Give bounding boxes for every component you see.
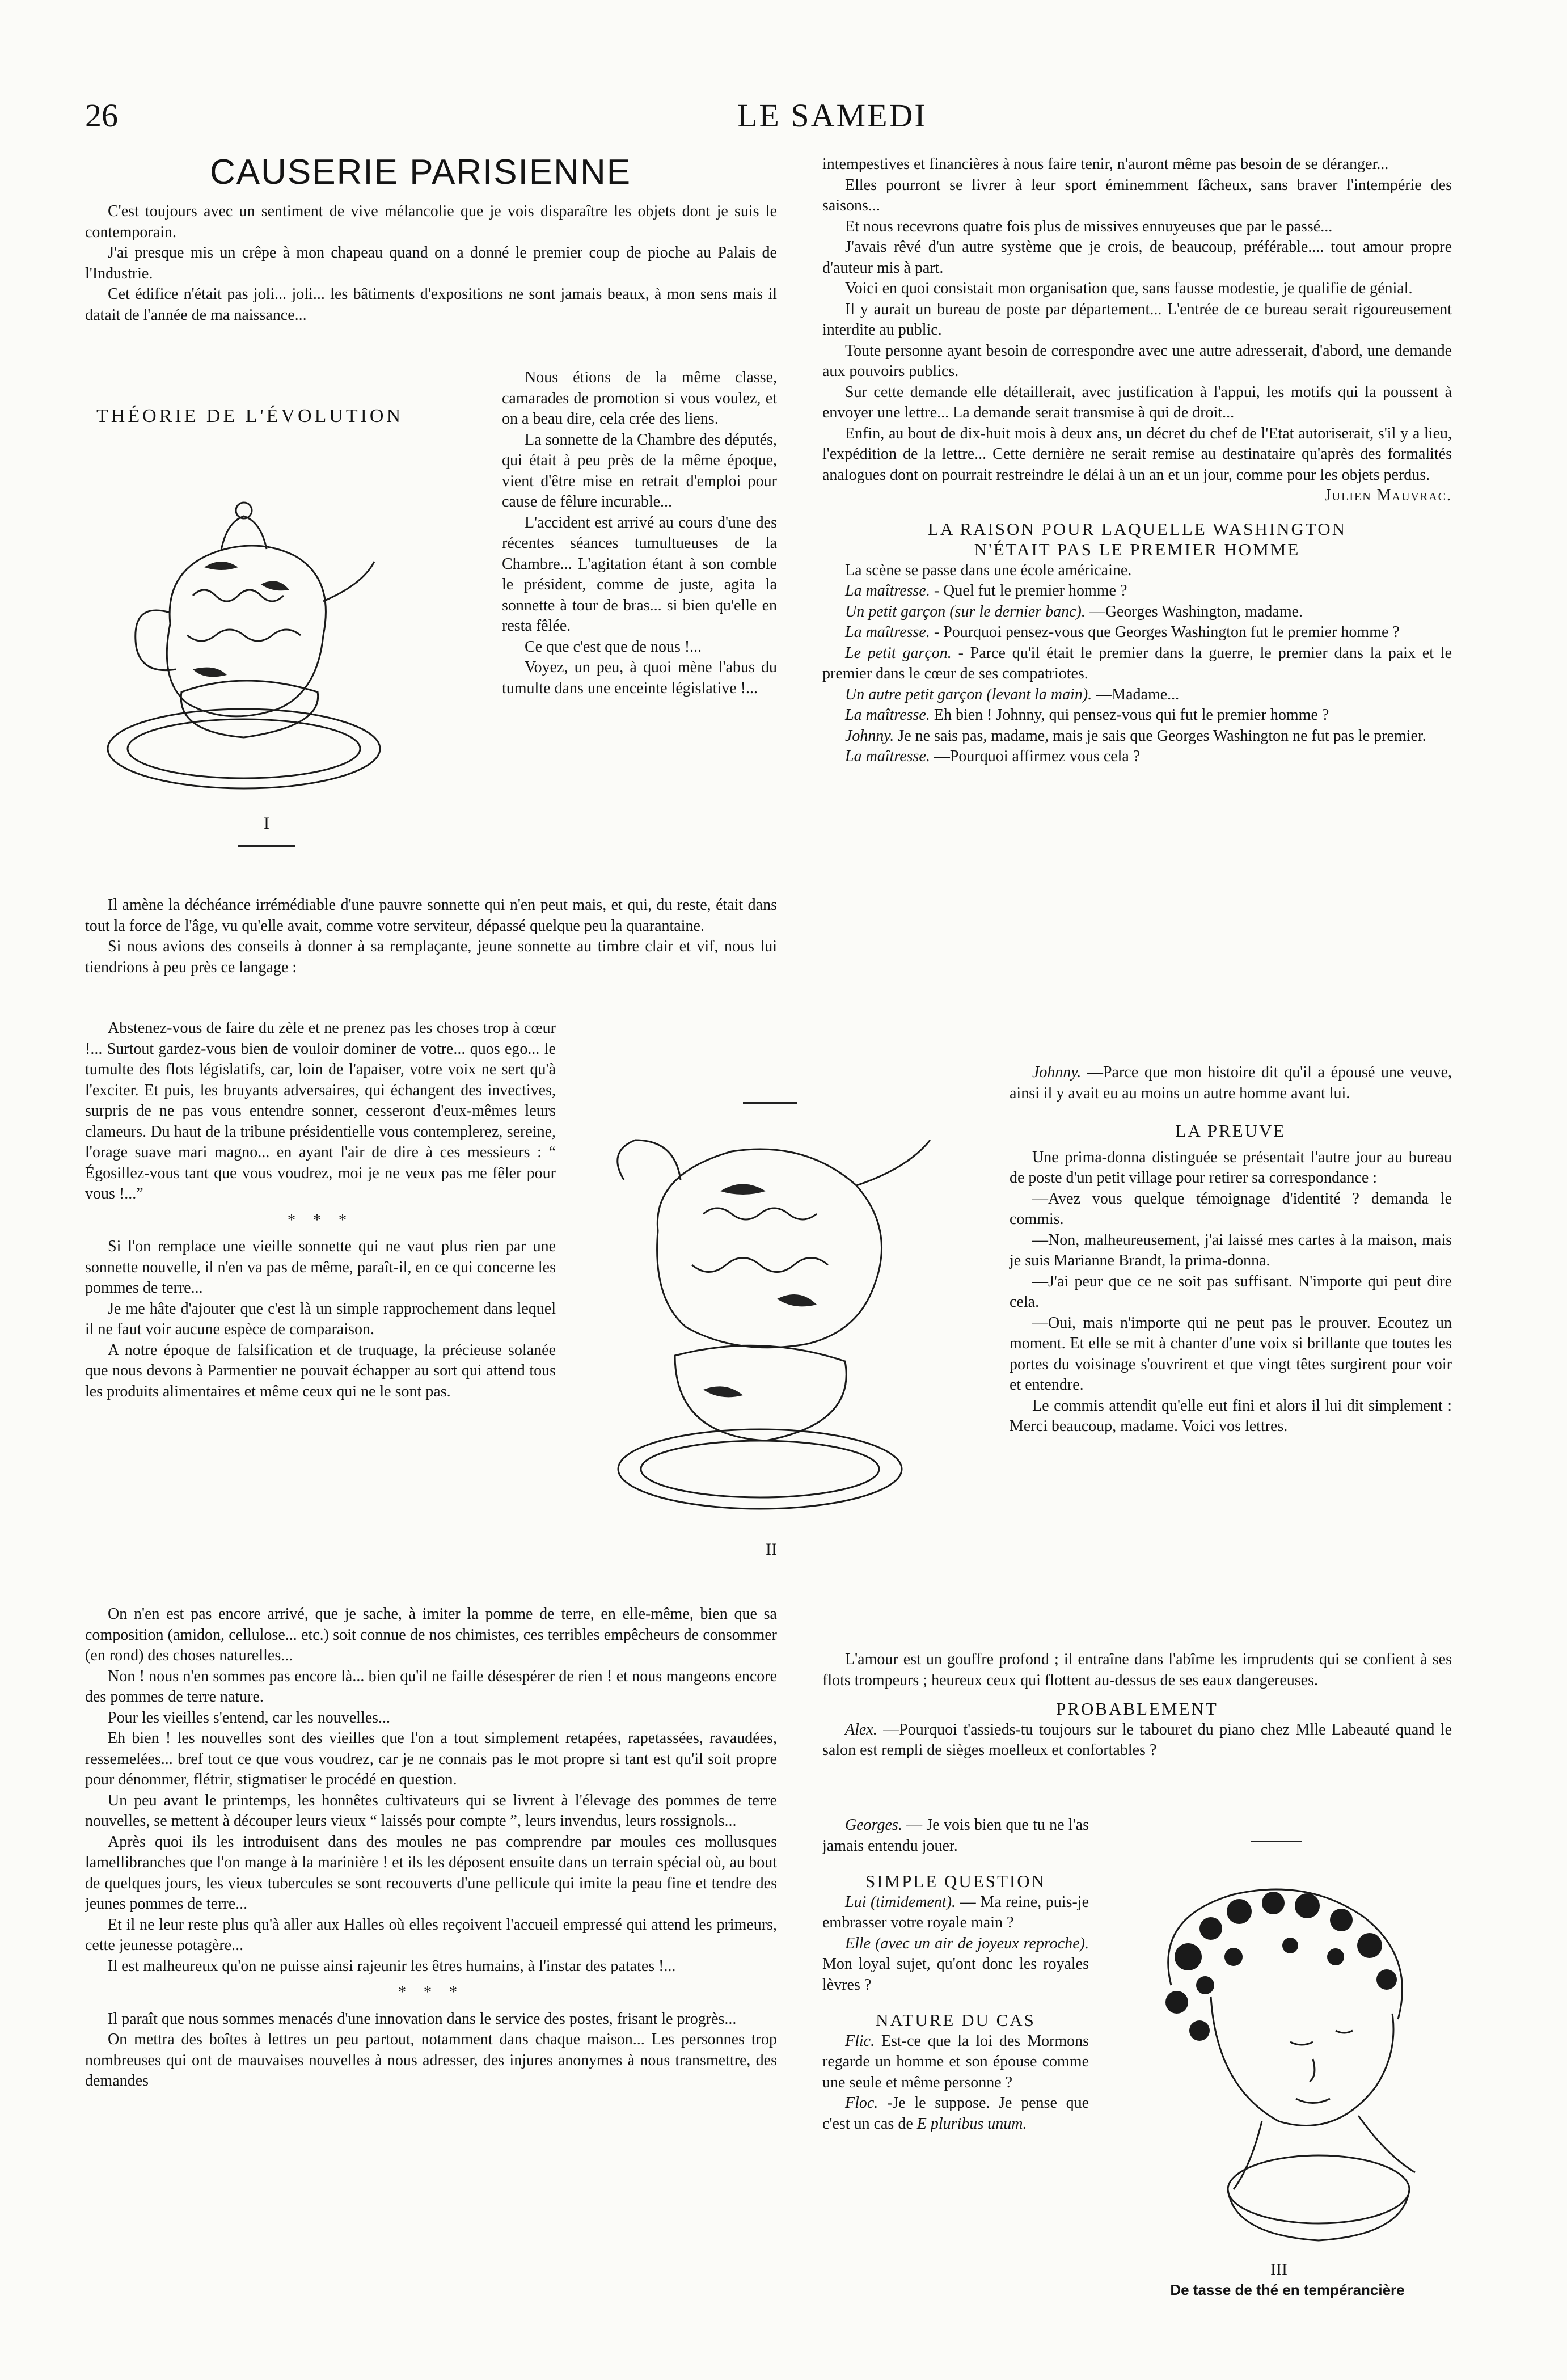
heading-probablement: PROBABLEMENT xyxy=(1056,1699,1218,1719)
heading-nature-du-cas: NATURE DU CAS xyxy=(876,2010,1036,2030)
speaker: La maîtresse. xyxy=(845,706,930,724)
dialogue-line xyxy=(822,746,1452,767)
paragraph: intempestives et financières à nous faire tenir, n'auront même pas besoin de se déranger... xyxy=(822,155,1389,173)
paragraph: —Non, malheureusement, j'ai laissé mes cartes à la maison, mais je suis Marianne Brandt, la prima-donna. xyxy=(1010,1231,1452,1269)
dialogue-line xyxy=(822,1934,1089,1996)
speaker: Georges. xyxy=(845,1816,902,1834)
paragraph: Cet édifice n'était pas joli... joli... les bâtiments d'expositions ne sont jamais beaux, à mon sens mais il datait de l'année de ma naissance... xyxy=(85,285,777,324)
dialogue-line xyxy=(822,1720,1452,1761)
paragraph: Voici en quoi consistait mon organisation que, sans fausse modestie, je qualifie de génial. xyxy=(845,280,1413,297)
paragraph: La sonnette de la Chambre des députés, qui était à peu près de la même époque, vient d'être mise en retrait d'emploi pour cause de fêlure incurable... xyxy=(502,431,777,510)
divider xyxy=(743,1102,797,1104)
dialogue-text: Eh bien ! Johnny, qui pensez-vous qui fut le premier homme ? xyxy=(934,706,1329,724)
paragraph: Ce que c'est que de nous !... xyxy=(525,638,702,656)
dialogue-text: Je ne sais pas, madame, mais je sais que Georges Washington ne fut pas le premier. xyxy=(898,727,1426,745)
narrow-column xyxy=(502,368,777,699)
illustration-teapot xyxy=(91,454,397,805)
dialogue-line xyxy=(822,1892,1089,1934)
speaker: Le petit garçon. xyxy=(845,644,952,662)
dialogue-line xyxy=(822,622,1452,643)
paragraph: Si l'on remplace une vieille sonnette qui ne vaut plus rien par une sonnette nouvelle, il n'en va pas de même, paraît-il, en ce qui concerne les pommes de terre... xyxy=(85,1238,556,1297)
figure-caption: II xyxy=(766,1540,777,1559)
journal-title: LE SAMEDI xyxy=(737,97,927,134)
paragraph: Un peu avant le printemps, les honnêtes cultivateurs qui se livrent à l'élevage des pommes de terre nouvelles, se mettent à découper leurs vieux “ laissés pour compte ”, leurs invendus, leurs rossignols... xyxy=(85,1791,777,1830)
speaker: Johnny. xyxy=(845,727,894,745)
heading-washington-2: N'ÉTAIT PAS LE PREMIER HOMME xyxy=(974,539,1300,559)
paragraph: Il paraît que nous sommes menacés d'une innovation dans le service des postes, frisant le progrès... xyxy=(108,2010,737,2028)
dialogue-text: - Pourquoi pensez-vous que Georges Washington fut le premier homme ? xyxy=(934,623,1400,641)
paragraph: Enfin, au bout de dix-huit mois à deux ans, un décret du chef de l'Etat autoriserait, s'il y a lieu, l'expédition de la lettre... Cette dernière ne serait remise au destinataire qu'après des formalités analogues dont on pourrait restreindre le délai à un an et un jour, comme pour les objets perdus. xyxy=(822,424,1452,484)
dialogue-text: - Parce qu'il était le premier dans la guerre, le premier dans la paix et le premier dans le cœur de ses compatriotes. xyxy=(822,644,1452,682)
figure-caption: I xyxy=(264,814,269,833)
paragraph: Sur cette demande elle détaillerait, avec justification à l'appui, les motifs qui la poussent à envoyer une lettre... La demande serait transmise à qui de droit... xyxy=(822,383,1452,421)
paragraph: Eh bien ! les nouvelles sont des vieilles que l'on a tout simplement retapées, rapetassées, ravaudées, ressemelées... bref tout ce que vous voudrez, car je ne connais pas le mot propre si tant est qu'il soit propre pour dénommer, flétrir, stigmatiser le procédé en question. xyxy=(85,1729,777,1788)
speaker: Elle (avec un air de joyeux reproche). xyxy=(845,1934,1089,1952)
side-heading-evolution: THÉORIE DE L'ÉVOLUTION xyxy=(96,406,404,427)
dialogue-text: —Georges Washington, madame. xyxy=(1089,602,1303,621)
paragraph: Il amène la déchéance irrémédiable d'une pauvre sonnette qui n'en peut mais, et qui, du reste, était dans tout la force de l'âge, vu qu'elle avait, comme votre serviteur, dépassé quelque peu la quarantaine. xyxy=(85,896,777,935)
dialogue-line xyxy=(822,2031,1089,2094)
paragraph: —J'ai peur que ce ne soit pas suffisant. N'importe qui peut dire cela. xyxy=(1010,1272,1452,1311)
teapot-drawing xyxy=(91,454,397,805)
right-column-lower xyxy=(822,1649,1452,1761)
paragraph: C'est toujours avec un sentiment de vive mélancolie que je vois disparaître les objets dont je suis le contemporain. xyxy=(85,202,777,241)
dialogue-line xyxy=(822,726,1452,747)
dialogue-text: -Je le suppose. Je pense que c'est un cas de xyxy=(822,2094,1089,2133)
paragraph: On mettra des boîtes à lettres un peu partout, notamment dans chaque maison... Les personnes trop nombreuses qui ont de mauvaises nouvelles à nous adresser, des injures anonymes à nous transmettre, des demandes xyxy=(85,2031,777,2090)
paragraph: Après quoi ils les introduisent dans des moules ne pas comprendre par moules ces mollusques lamellibranches que l'on mange à la marinière ! et ils les déposent ensuite dans un terrain spécial où, au bout de quelques jours, les vieux tubercules se sont recouverts d'une pellicule qui imite la peau fine et tendre des jeunes pommes de terre... xyxy=(85,1833,777,1913)
paragraph: J'avais rêvé d'un autre système que je crois, de beaucoup, préférable.... tout amour propre d'auteur mis à part. xyxy=(822,238,1452,277)
latin-phrase: E pluribus unum. xyxy=(916,2115,1027,2133)
dialogue-text: - Quel fut le premier homme ? xyxy=(934,582,1127,600)
dialogue-line xyxy=(822,581,1452,602)
dialogue-text: — Je vois bien que tu ne l'as jamais entendu jouer. xyxy=(822,1816,1089,1855)
dialogue-text: —Madame... xyxy=(1096,685,1180,703)
paragraph: Pour les vieilles s'entend, car les nouvelles... xyxy=(108,1708,391,1727)
dialogue-line xyxy=(822,2093,1089,2134)
speaker: La maîtresse. xyxy=(845,582,930,600)
paragraph: J'ai presque mis un crêpe à mon chapeau quand on a donné le premier coup de pioche au Palais de l'Industrie. xyxy=(85,244,777,282)
speaker: Flic. xyxy=(845,2032,875,2050)
dialogue-line xyxy=(822,685,1452,706)
paragraph: Il est malheureux qu'on ne puisse ainsi rajeunir les êtres humains, à l'instar des patates !... xyxy=(108,1957,676,1975)
dialogue-text: — Ma reine, puis-je embrasser votre royale main ? xyxy=(822,1893,1089,1931)
right-narrow-column xyxy=(822,1815,1089,2134)
paragraph: Il y aurait un bureau de poste par département... L'entrée de ce bureau serait rigoureusement interdite au public. xyxy=(822,300,1452,339)
paragraph: Une prima-donna distinguée se présentait l'autre jour au bureau de poste d'un petit village pour retirer sa correspondance : xyxy=(1010,1148,1452,1187)
heading-la-preuve: LA PREUVE xyxy=(1175,1121,1286,1141)
figure-subcaption: De tasse de thé en tempérancière xyxy=(1170,2281,1405,2298)
paragraph: Et nous recevrons quatre fois plus de missives ennuyeuses que par le passé... xyxy=(845,217,1333,235)
signature: Julien Mauvrac. xyxy=(1324,487,1452,504)
right-column-middle xyxy=(1010,1062,1452,1437)
dialogue-text: —Pourquoi t'assieds-tu toujours sur le tabouret du piano chez Mlle Labeauté quand le salon est rempli de sièges moelleux et confortables ? xyxy=(822,1720,1452,1759)
paragraph: La scène se passe dans une école américaine. xyxy=(845,561,1132,579)
separator-stars: * * * xyxy=(398,1984,464,2001)
dialogue-line xyxy=(822,705,1452,726)
paragraph: Si nous avions des conseils à donner à sa remplaçante, jeune sonnette au timbre clair et vif, nous lui tiendrions à peu près ce langage : xyxy=(85,938,777,976)
column-beside-fig2 xyxy=(85,1018,556,1402)
bottom-left-block xyxy=(85,1604,777,2092)
speaker: Un autre petit garçon (levant la main). xyxy=(845,685,1092,703)
paragraph: Voyez, un peu, à quoi mène l'abus du tumulte dans une enceinte législative !... xyxy=(502,659,777,697)
heading-washington-1: LA RAISON POUR LAQUELLE WASHINGTON xyxy=(927,518,1347,539)
right-column-top xyxy=(822,154,1452,767)
speaker: Johnny. xyxy=(1032,1064,1082,1081)
dialogue-text: —Parce que mon histoire dit qu'il a épousé une veuve, ainsi il y avait eu au moins un autre homme avant lui. xyxy=(1010,1064,1452,1102)
paragraph: Abstenez-vous de faire du zèle et ne prenez pas les choses trop à cœur !... Surtout gardez-vous bien de vouloir dominer de votre... quos ego... le tumulte des flots législatifs, car, loin de l'apaiser, votre voix ne sert qu'à l'exciter. Et puis, les bruyants adversaires, qui échangent des invectives, surpris de ne pas vous entendre sonner, cesseront d'eux-mêmes leurs clameurs. Du haut de la tribune présidentielle vous contemplerez, sereine, l'orage suave mari magno... en ayant l'air de dire à ces messieurs : “ Égosillez-vous tant que vous voudrez, moi je ne veux pas me fêler pour vous !...” xyxy=(85,1019,556,1202)
speaker: La maîtresse. xyxy=(845,623,930,641)
dialogue-text: Mon loyal sujet, qu'ont donc les royales lèvres ? xyxy=(822,1955,1089,1994)
dialogue-line xyxy=(822,643,1452,685)
dialogue-line xyxy=(822,1815,1089,1856)
portrait-drawing xyxy=(1120,1872,1443,2257)
speaker: Lui (timidement). xyxy=(845,1893,956,1911)
illustration-portrait xyxy=(1120,1872,1443,2257)
speaker: Alex. xyxy=(845,1720,877,1738)
illustration-teapot-2 xyxy=(590,1117,947,1537)
page-number: 26 xyxy=(85,97,118,134)
dialogue-line xyxy=(822,602,1452,623)
divider xyxy=(238,845,295,847)
paragraph: —Oui, mais n'importe qui ne peut pas le prouver. Ecoutez un moment. Et elle se mit à chanter d'une voix si brillante que toutes les portes du voisinage s'ouvrirent et que vingt têtes surgirent pour voir et entendre. xyxy=(1010,1314,1452,1394)
separator-stars: * * * xyxy=(288,1211,353,1229)
dialogue-text: Est-ce que la loi des Mormons regarde un homme et son épouse comme une seule et même personne ? xyxy=(822,2032,1089,2091)
paragraph: Et il ne leur reste plus qu'à aller aux Halles où elles reçoivent l'accueil empressé qui attend les primeurs, cette jeunesse potagère... xyxy=(85,1915,777,1954)
divider xyxy=(1251,1841,1302,1842)
dialogue-text: —Pourquoi affirmez vous cela ? xyxy=(934,748,1141,765)
speaker: Floc. xyxy=(845,2094,878,2112)
article-title: CAUSERIE PARISIENNE xyxy=(210,153,632,192)
intro-block xyxy=(85,201,777,326)
paragraph: Je me hâte d'ajouter que c'est là un simple rapprochement dans lequel il ne faut voir aucune espèce de comparaison. xyxy=(85,1299,556,1338)
speaker: Un petit garçon (sur le dernier banc). xyxy=(845,602,1086,621)
paragraph: Le commis attendit qu'elle eut fini et alors il lui dit simplement : Merci beaucoup, madame. Voici vos lettres. xyxy=(1010,1396,1452,1435)
paragraph: Nous étions de la même classe, camarades de promotion si vous voulez, et on a beau dire, cela crée des liens. xyxy=(502,369,777,428)
dialogue-line xyxy=(1010,1062,1452,1104)
figure-caption: III xyxy=(1270,2260,1287,2279)
paragraph: L'accident est arrivé au cours d'une des récentes séances tumultueuses de la Chambre... L'agitation étant à son comble le président, comme de juste, agita la sonnette à tour de bras... si bien qu'elle en resta fêlée. xyxy=(502,513,777,635)
speaker: La maîtresse. xyxy=(845,748,930,765)
paragraph: Elles pourront se livrer à leur sport éminemment fâcheux, sans braver l'intempérie des saisons... xyxy=(822,176,1452,214)
paragraph: L'amour est un gouffre profond ; il entraîne dans l'abîme les imprudents qui se confient à ses flots trompeurs ; heureux ceux qui flottent au-dessus de ses eaux dangereuses. xyxy=(822,1651,1452,1689)
heading-simple-question: SIMPLE QUESTION xyxy=(865,1871,1046,1891)
continuation-block xyxy=(85,895,777,978)
paragraph: On n'en est pas encore arrivé, que je sache, à imiter la pomme de terre, en elle-même, bien que sa composition (amidon, cellulose... etc.) soit connue de nos chimistes, ces terribles empêcheurs de consommer (en rond) des choses naturelles... xyxy=(85,1605,777,1664)
teapot-drawing-2 xyxy=(590,1117,947,1537)
paragraph: —Avez vous quelque témoignage d'identité ? demanda le commis. xyxy=(1010,1189,1452,1228)
paragraph: Toute personne ayant besoin de correspondre avec une autre adresserait, d'abord, une demande aux pouvoirs publics. xyxy=(822,341,1452,380)
paragraph: A notre époque de falsification et de truquage, la précieuse solanée que nous devons à Parmentier ne pouvait échapper au sort qui attend tous les produits alimentaires et même ceux qui ne le sont pas. xyxy=(85,1341,556,1400)
paragraph: Non ! nous n'en sommes pas encore là... bien qu'il ne faille désespérer de rien ! et nous mangeons encore des pommes de terre nature. xyxy=(85,1667,777,1706)
